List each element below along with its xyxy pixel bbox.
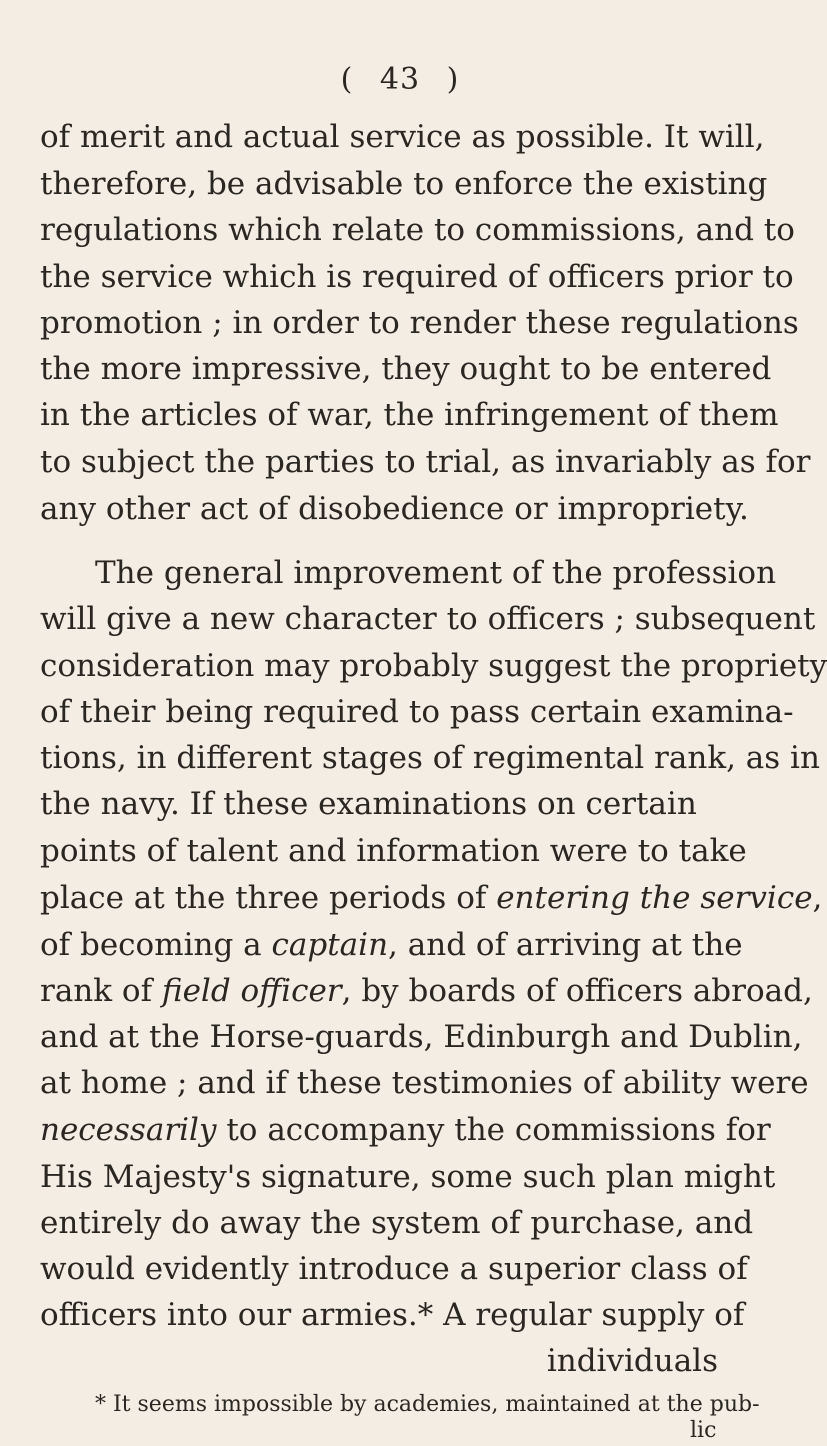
text-line: rank of field officer, by boards of officers abroad, xyxy=(40,973,813,1009)
text-line: consideration may probably suggest the propriety xyxy=(40,648,827,684)
page-number: 43 xyxy=(379,62,421,97)
page-header xyxy=(0,62,800,97)
italic-phrase: necessarily xyxy=(40,1112,217,1148)
text-line: The general improvement of the profession xyxy=(95,555,777,591)
catchword: individuals xyxy=(546,1343,718,1379)
italic-phrase: captain xyxy=(271,927,389,963)
text-line: the service which is required of officers prior to xyxy=(40,259,794,295)
text-line: and at the Horse-guards, Edinburgh and Dublin, xyxy=(40,1019,803,1055)
text-line: entirely do away the system of purchase, and xyxy=(40,1205,754,1241)
text-line: in the articles of war, the infringement of them xyxy=(40,397,779,433)
text-line: the more impressive, they ought to be entered xyxy=(40,351,772,387)
text-line: officers into our armies.* A regular supply of xyxy=(40,1297,745,1333)
text-line: would evidently introduce a superior class of xyxy=(40,1251,748,1287)
text-line: of merit and actual service as possible. It will, xyxy=(40,119,765,155)
text-line: necessarily to accompany the commissions for xyxy=(40,1112,771,1148)
header-open-paren: ( xyxy=(340,62,354,97)
italic-phrase: entering the service xyxy=(496,880,813,916)
text-line: at home ; and if these testimonies of ability were xyxy=(40,1065,809,1101)
text-line: therefore, be advisable to enforce the existing xyxy=(40,166,768,202)
text-line: to subject the parties to trial, as invariably as for xyxy=(40,444,811,480)
text-line: will give a new character to officers ; subsequent xyxy=(40,601,816,637)
text-line: regulations which relate to commissions, and to xyxy=(40,212,795,248)
text-line: of becoming a captain, and of arriving at the xyxy=(40,927,743,963)
footnote: * It seems impossible by academies, maintained at the pub- xyxy=(95,1392,760,1417)
text-line: place at the three periods of entering the service, xyxy=(40,880,823,916)
text-line: points of talent and information were to take xyxy=(40,833,747,869)
text-line: promotion ; in order to render these regulations xyxy=(40,305,799,341)
text-line: of their being required to pass certain examina- xyxy=(40,694,794,730)
text-line: His Majesty's signature, some such plan might xyxy=(40,1159,776,1195)
footnote-continuation: lic xyxy=(690,1418,717,1443)
text-line: the navy. If these examinations on certain xyxy=(40,786,697,822)
text-line: any other act of disobedience or impropriety. xyxy=(40,491,749,527)
text-line: tions, in different stages of regimental rank, as in xyxy=(40,740,820,776)
italic-phrase: field officer xyxy=(161,973,342,1009)
header-close-paren: ) xyxy=(446,62,460,97)
